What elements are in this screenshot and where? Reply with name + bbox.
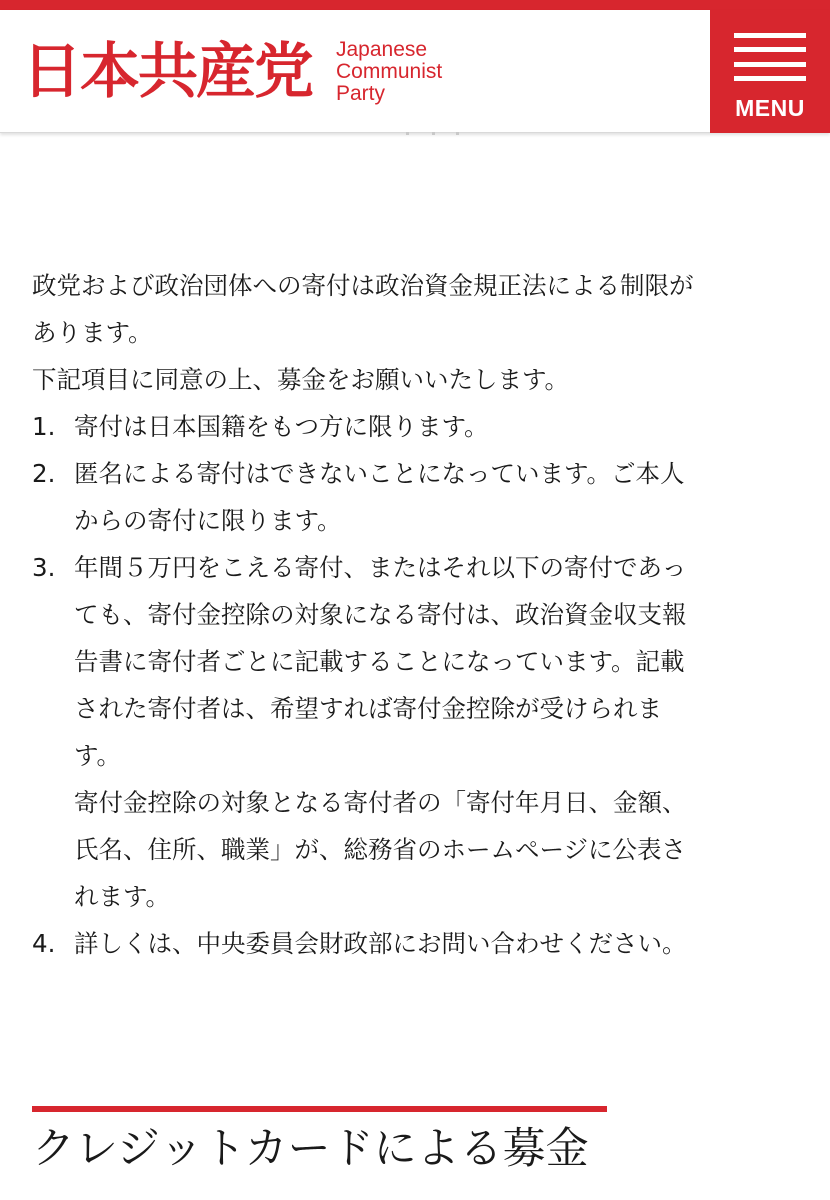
item-extra-line: 寄付金控除の対象となる寄付者の「寄付年月日、金額、 <box>74 788 687 817</box>
list-item <box>32 920 812 967</box>
logo-english-line: Party <box>336 82 386 105</box>
list-item <box>32 544 812 920</box>
item-number: 2. <box>32 459 56 488</box>
logo-japanese-text: 日本共産党 <box>22 37 312 107</box>
logo-english-line: Communist <box>336 60 443 83</box>
item-text <box>74 920 812 967</box>
item-line: す。 <box>74 741 122 770</box>
donation-notice <box>32 262 812 967</box>
notice-intro-line: 政党および政治団体への寄付は政治資金規正法による制限が <box>32 271 694 300</box>
scroll-hint-marks <box>402 132 462 135</box>
item-number: 3. <box>32 553 56 582</box>
item-line: 告書に寄付者ごとに記載することになっています。記載 <box>74 647 685 676</box>
item-extra-line: 氏名、住所、職業」が、総務省のホームページに公表さ <box>74 835 687 864</box>
section-divider <box>32 1106 607 1112</box>
list-item <box>32 450 812 544</box>
menu-label: MENU <box>735 95 805 121</box>
item-line: 詳しくは、中央委員会財政部にお問い合わせください。 <box>74 929 687 958</box>
logo-english-line: Japanese <box>336 38 428 61</box>
item-number: 1. <box>32 412 56 441</box>
hamburger-icon <box>734 33 806 81</box>
top-accent-stripe <box>0 0 830 10</box>
item-line: 匿名による寄付はできないことになっています。ご本人 <box>74 459 685 488</box>
notice-intro-line: あります。 <box>32 318 153 347</box>
logo-english-text <box>336 39 442 105</box>
item-line: 年間５万円をこえる寄付、またはそれ以下の寄付であっ <box>74 553 687 582</box>
item-text <box>74 544 812 920</box>
section-title-credit-card: クレジットカードによる募金 <box>32 1124 589 1174</box>
site-header <box>0 10 830 133</box>
menu-button[interactable] <box>710 10 830 133</box>
item-line: ても、寄付金控除の対象になる寄付は、政治資金収支報 <box>74 600 687 629</box>
item-text <box>74 450 812 544</box>
item-line: からの寄付に限ります。 <box>74 506 342 535</box>
item-extra-line: れます。 <box>74 882 171 911</box>
item-line: 寄付は日本国籍をもつ方に限ります。 <box>74 412 489 441</box>
conditions-list <box>32 403 812 967</box>
item-line: された寄付者は、希望すれば寄付金控除が受けられま <box>74 694 662 723</box>
item-text <box>74 403 812 450</box>
list-item <box>32 403 812 450</box>
party-logo[interactable] <box>22 32 442 112</box>
item-number: 4. <box>32 929 56 958</box>
notice-intro-line: 下記項目に同意の上、募金をお願いいたします。 <box>32 365 570 394</box>
